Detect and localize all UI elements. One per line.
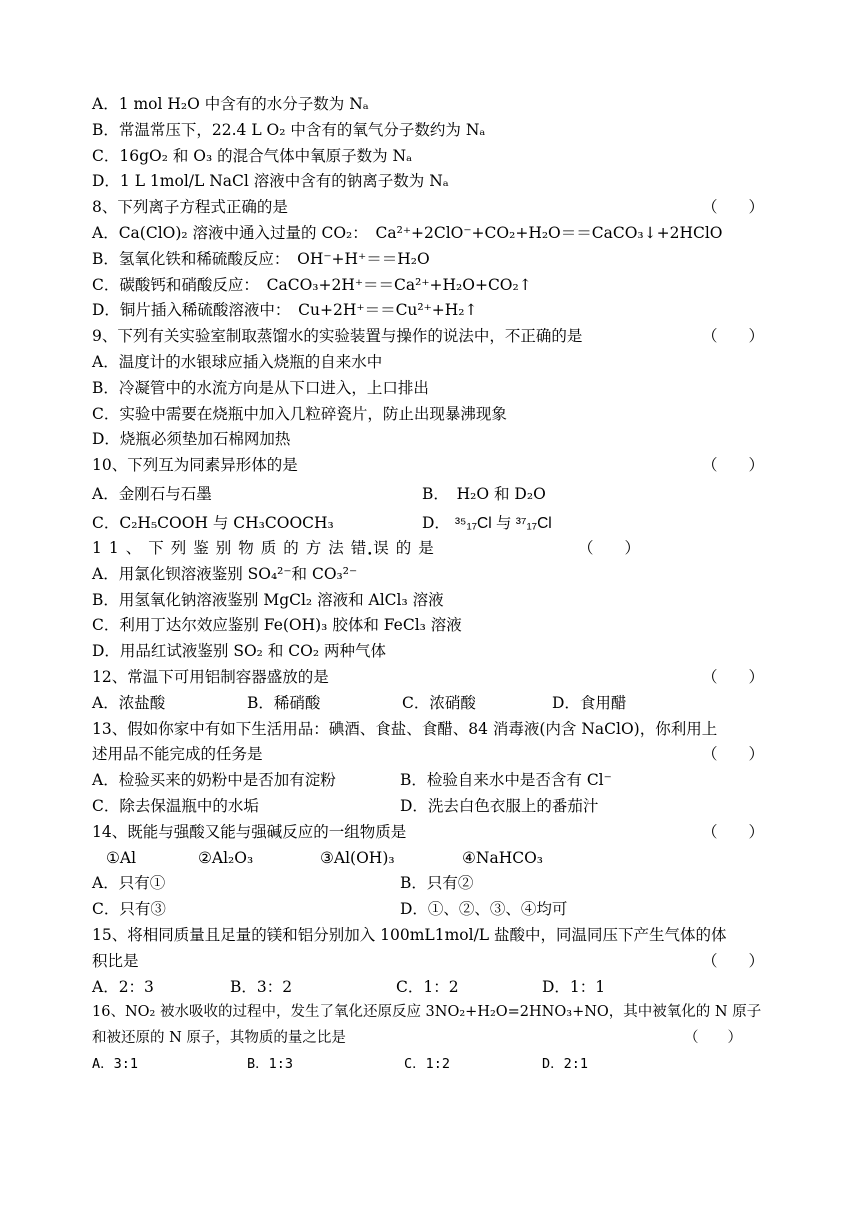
q7-option-a: A．1 mol H₂O 中含有的水分子数为 Nₐ	[92, 95, 369, 113]
q8-option-d: D．铜片插入稀硫酸溶液中： Cu+2H⁺＝＝Cu²⁺+H₂↑	[92, 301, 478, 320]
q12-option-c: C．浓硝酸	[402, 693, 476, 712]
q12-option-b: B．稀硝酸	[247, 693, 321, 712]
q16-option-c: C．1:2	[404, 1055, 451, 1072]
q9-option-b: B．冷凝管中的水流方向是从下口进入，上口排出	[92, 378, 429, 397]
q13-option-a: A．检验买来的奶粉中是否加有淀粉	[92, 771, 336, 790]
q8-stem-line	[92, 195, 772, 221]
isotope-formula: ³⁵₁₇Cl 与 ³⁷₁₇Cl	[454, 514, 552, 532]
q14-options-row-2	[92, 897, 772, 923]
q15-stem-line-2	[92, 949, 772, 975]
q15-stem-line-1: 15、将相同质量且足量的镁和铝分别加入 100mL1mol/L 盐酸中，同温同压下产生气体的体	[92, 925, 727, 944]
q13-stem-line-1: 13、假如你家中有如下生活用品：碘酒、食盐、食醋、84 消毒液(内含 NaClO)，你利用上	[92, 719, 718, 738]
q11-option-b: B．用氢氧化钠溶液鉴别 MgCl₂ 溶液和 AlCl₃ 溶液	[92, 590, 444, 609]
q11-option-d: D．用品红试液鉴别 SO₂ 和 CO₂ 两种气体	[92, 642, 386, 661]
q7-option-b: B．常温常压下，22.4 L O₂ 中含有的氧气分子数约为 Nₐ	[92, 120, 486, 139]
q12-option-a: A．浓盐酸	[92, 693, 166, 712]
q14-substance-2: ②Al₂O₃	[198, 848, 254, 867]
q14-answer-bracket: （ ）	[701, 822, 764, 841]
q10-options-row-1	[92, 479, 772, 510]
q16-options-row	[92, 1052, 772, 1078]
q11-stem-emphasis: 错误	[350, 538, 396, 557]
q10-stem-line	[92, 453, 772, 479]
q9-stem: 9、下列有关实验室制取蒸馏水的实验装置与操作的说法中，不正确的是	[92, 327, 583, 346]
q10-options-row-2	[92, 510, 772, 536]
q14-substance-4: ④NaHCO₃	[462, 848, 543, 867]
q8-option-b: B．氢氧化铁和稀硫酸反应： OH⁻+H⁺＝＝H₂O	[92, 249, 430, 268]
q10-option-d	[422, 510, 552, 537]
q15-option-d: D．1：1	[542, 977, 606, 996]
q13-options-row-1	[92, 768, 772, 794]
q13-option-b: B．检验自来水中是否含有 Cl⁻	[400, 771, 612, 790]
q16-stem: 和被还原的 N 原子，其物质的量之比是	[92, 1030, 346, 1047]
q15-answer-bracket: （ ）	[701, 951, 764, 970]
q9-option-d: D．烧瓶必须垫加石棉网加热	[92, 430, 291, 449]
q13-answer-bracket: （ ）	[701, 745, 764, 764]
q16-answer-bracket: （ ）	[684, 1030, 742, 1047]
q14-option-c: C．只有③	[92, 900, 166, 919]
q12-option-d: D．食用醋	[552, 693, 627, 712]
q11-stem-suffix: 的是	[395, 538, 441, 557]
q14-option-b: B．只有②	[400, 874, 474, 893]
q12-stem: 12、常温下可用铝制容器盛放的是	[92, 667, 329, 686]
q10-option-c: C．C₂H₅COOH 与 CH₃COOCH₃	[92, 513, 334, 532]
q13-options-row-2	[92, 794, 772, 820]
q13-option-c: C．除去保温瓶中的水垢	[92, 796, 259, 815]
q9-option-c: C．实验中需要在烧瓶中加入几粒碎瓷片，防止出现暴沸现象	[92, 404, 507, 423]
q14-option-a: A．只有①	[92, 874, 166, 893]
q14-substance-3: ③Al(OH)₃	[320, 848, 395, 867]
q14-substance-1: ①Al	[106, 848, 137, 867]
q10-answer-bracket: （ ）	[701, 456, 764, 475]
q15-option-a: A．2：3	[92, 977, 154, 996]
q11-answer-bracket: （ ）	[578, 538, 641, 557]
q11-stem-line	[92, 536, 772, 562]
q16-option-d: D．2:1	[542, 1055, 589, 1072]
q12-stem-line	[92, 665, 772, 691]
q13-stem-line-2	[92, 742, 772, 768]
q16-option-b: B．1:3	[247, 1055, 294, 1072]
q12-answer-bracket: （ ）	[701, 667, 764, 686]
q7-option-c: C．16gO₂ 和 O₃ 的混合气体中氧原子数为 Nₐ	[92, 146, 413, 165]
q9-option-a: A．温度计的水银球应插入烧瓶的自来水中	[92, 352, 383, 371]
q14-stem-line	[92, 820, 772, 846]
q16-option-a: A．3:1	[92, 1055, 139, 1072]
q13-stem: 述用品不能完成的任务是	[92, 745, 263, 764]
q11-option-a: A．用氯化钡溶液鉴别 SO₄²⁻和 CO₃²⁻	[92, 564, 358, 583]
q8-stem: 8、下列离子方程式正确的是	[92, 198, 288, 217]
q14-stem: 14、既能与强酸又能与强碱反应的一组物质是	[92, 822, 407, 841]
q8-option-a: A．Ca(ClO)₂ 溶液中通入过量的 CO₂： Ca²⁺+2ClO⁻+CO₂+H₂O＝＝CaCO₃↓+2HClO	[92, 223, 723, 242]
q14-substances-row	[92, 846, 772, 872]
q10-option-b: B． H₂O 和 D₂O	[422, 484, 546, 503]
q10-option-a: A．金刚石与石墨	[92, 484, 212, 503]
q12-options-row	[92, 691, 772, 717]
q11-stem-prefix: 11、下列鉴别物质的方法	[92, 538, 351, 557]
q15-stem: 积比是	[92, 951, 139, 970]
q9-answer-bracket: （ ）	[701, 327, 764, 346]
q10-stem: 10、下列互为同素异形体的是	[92, 456, 298, 475]
q15-options-row	[92, 975, 772, 1001]
q15-option-c: C．1：2	[396, 977, 459, 996]
q7-option-d: D．1 L 1mol/L NaCl 溶液中含有的钠离子数为 Nₐ	[92, 172, 449, 191]
q13-option-d: D．洗去白色衣服上的番茄汁	[400, 796, 599, 815]
q9-stem-line	[92, 324, 772, 350]
q15-option-b: B．3：2	[230, 977, 293, 996]
exam-page	[92, 92, 772, 1078]
q10-option-d-label: D．	[422, 513, 450, 532]
q8-option-c: C．碳酸钙和硝酸反应： CaCO₃+2H⁺＝＝Ca²⁺+H₂O+CO₂↑	[92, 275, 532, 294]
q11-option-c: C．利用丁达尔效应鉴别 Fe(OH)₃ 胶体和 FeCl₃ 溶液	[92, 616, 462, 635]
q14-options-row-1	[92, 871, 772, 897]
q14-option-d: D．①、②、③、④均可	[400, 900, 568, 919]
q16-stem-line-1: 16、NO₂ 被水吸收的过程中，发生了氧化还原反应 3NO₂+H₂O=2HNO₃+NO，其中被氧化的 N 原子	[92, 1004, 762, 1021]
q16-stem-line-2	[92, 1026, 772, 1052]
q8-answer-bracket: （ ）	[701, 198, 764, 217]
